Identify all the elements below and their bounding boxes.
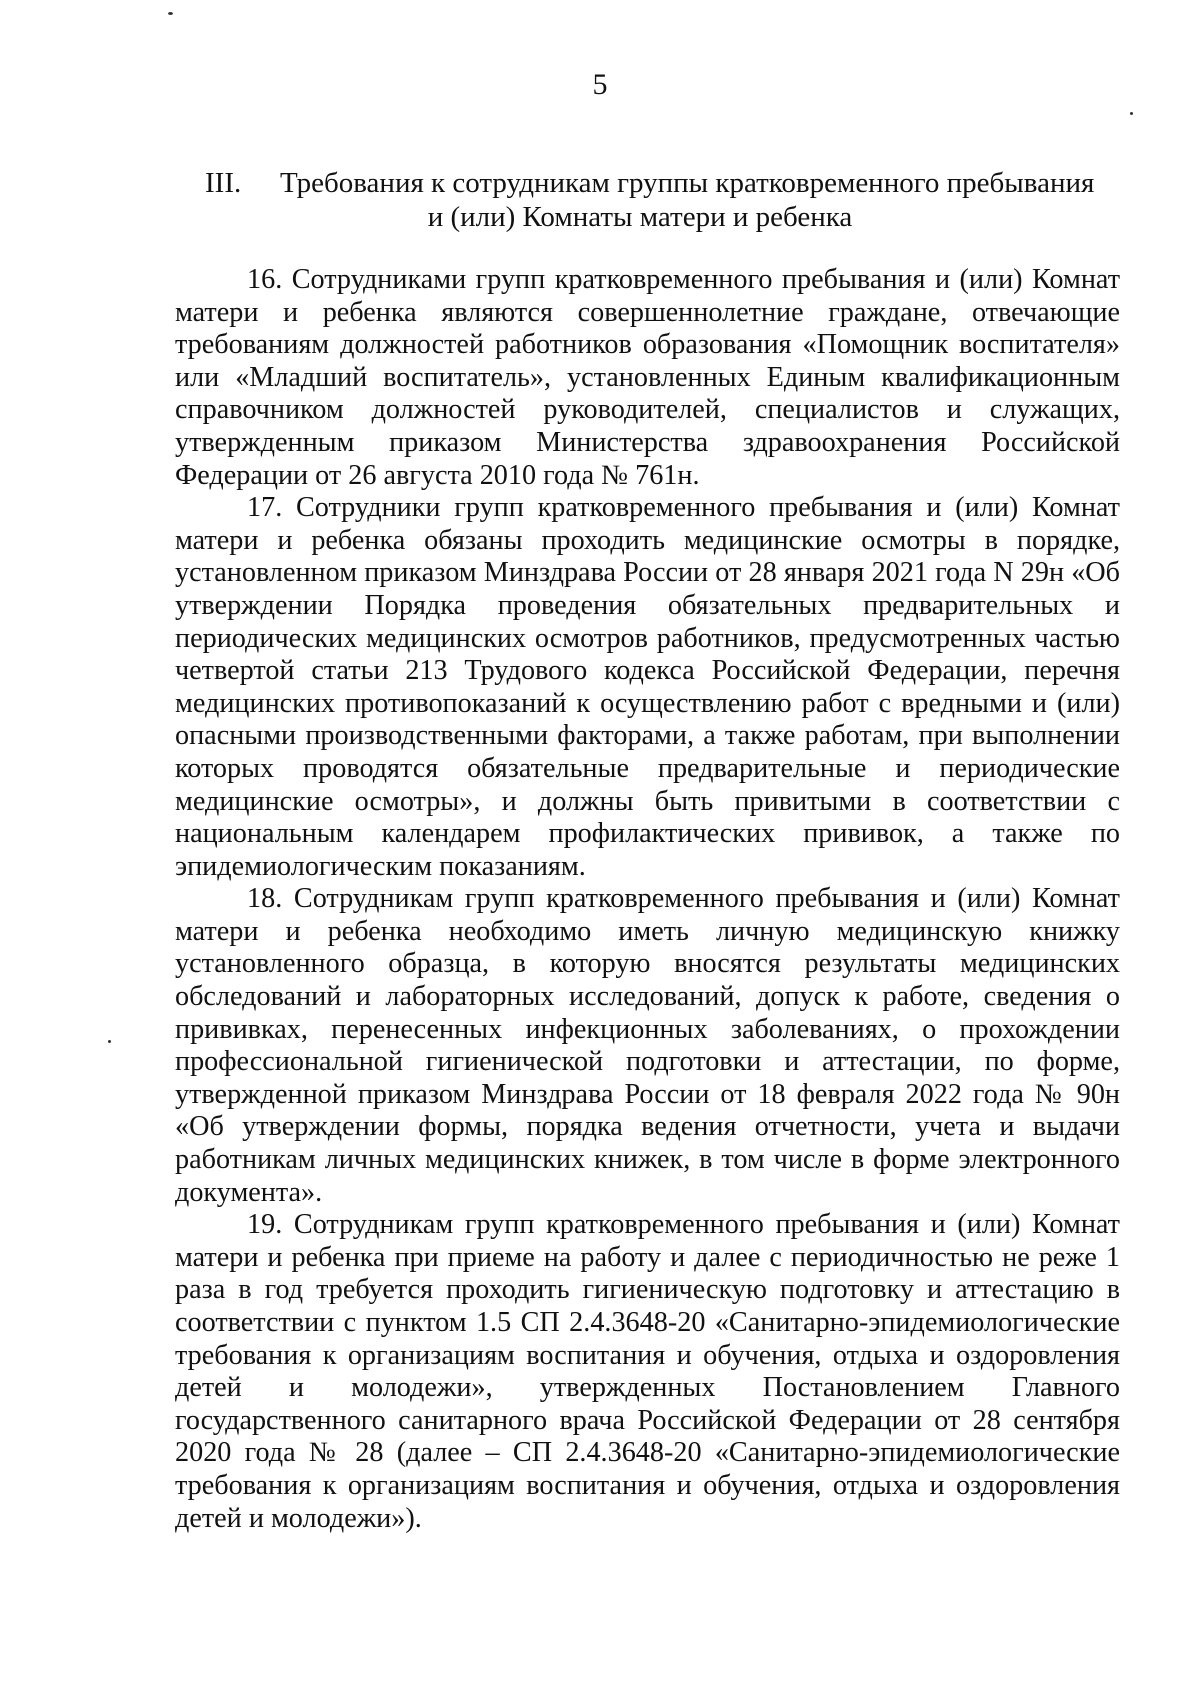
paragraph-number: 18. <box>247 883 283 915</box>
paragraph-text: Сотрудники групп кратковременного пребывания и (или) Комнат матери и ребенка обязаны проходить медицинские осмотры в порядке, установленном приказом Минздрава России от 28 января 2021 года N 29н «Об утверждении Порядка проведения обязательных предварительных и периодических медицинских осмотров работников, предусмотренных частью четвертой статьи 213 Трудового кодекса Российской Федерации, перечня медицинских противопоказаний к осуществлению работ с вредными и (или) опасными производственными факторами, а также работам, при выполнении которых проводятся обязательные предварительные и периодические медицинские осмотры», и должны быть привитыми в соответствии с национальным календарем профилактических прививок, а также по эпидемиологическим показаниям. <box>175 492 1120 882</box>
section-title-line1: Требования к сотрудникам группы кратковременного пребывания <box>280 167 1095 199</box>
page-number: 5 <box>592 68 608 101</box>
paragraph-text: Сотрудникам групп кратковременного пребывания и (или) Комнат матери и ребенка при приеме на работу и далее с периодичностью не реже 1 раза в год требуется проходить гигиеническую подготовку и аттестацию в соответствии с пунктом 1.5 СП 2.4.3648-20 «Санитарно-эпидемиологические требования к организациям воспитания и обучения, отдыха и оздоровления детей и молодежи», утвержденных Постановлением Главного государственного санитарного врача Российской Федерации от 28 сентября 2020 года № 28 (далее – СП 2.4.3648-20 «Санитарно-эпидемиологические требования к организациям воспитания и обучения, отдыха и оздоровления детей и молодежи»). <box>175 1209 1121 1534</box>
paragraph-16 <box>175 264 1120 492</box>
section-number: III. <box>205 167 242 199</box>
document-body <box>175 264 1120 1535</box>
scan-speck <box>1130 112 1133 115</box>
paragraph-number: 19. <box>247 1209 283 1241</box>
paragraph-18 <box>175 883 1120 1209</box>
paragraph-text: Сотрудникам групп кратковременного пребывания и (или) Комнат матери и ребенка необходимо иметь личную медицинскую книжку установленного образца, в которую вносятся результаты медицинских обследований и лабораторных исследований, допуск к работе, сведения о прививках, перенесенных инфекционных заболеваниях, о прохождении профессиональной гигиенической подготовки и аттестации, по форме, утвержденной приказом Минздрава России от 18 февраля 2022 года № 90н «Об утверждении формы, порядка ведения отчетности, учета и выдачи работникам личных медицинских книжек, в том числе в форме электронного документа». <box>175 883 1121 1208</box>
paragraph-number: 16. <box>247 264 283 295</box>
paragraph-17 <box>175 492 1120 883</box>
paragraph-19 <box>175 1209 1120 1535</box>
scan-speck <box>108 1040 111 1043</box>
section-title-line2: и (или) Комнаты матери и ребенка <box>427 201 853 233</box>
paragraph-number: 17. <box>247 492 283 524</box>
scan-speck <box>168 12 173 15</box>
paragraph-text: Сотрудниками групп кратковременного пребывания и (или) Комнат матери и ребенка являются совершеннолетние граждане, отвечающие требованиям должностей работников образования «Помощник воспитателя» или «Младший воспитатель», установленных Единым квалификационным справочником должностей руководителей, специалистов и служащих, утвержденным приказом Министерства здравоохранения Российской Федерации от 26 августа 2010 года № 761н. <box>175 264 1121 491</box>
